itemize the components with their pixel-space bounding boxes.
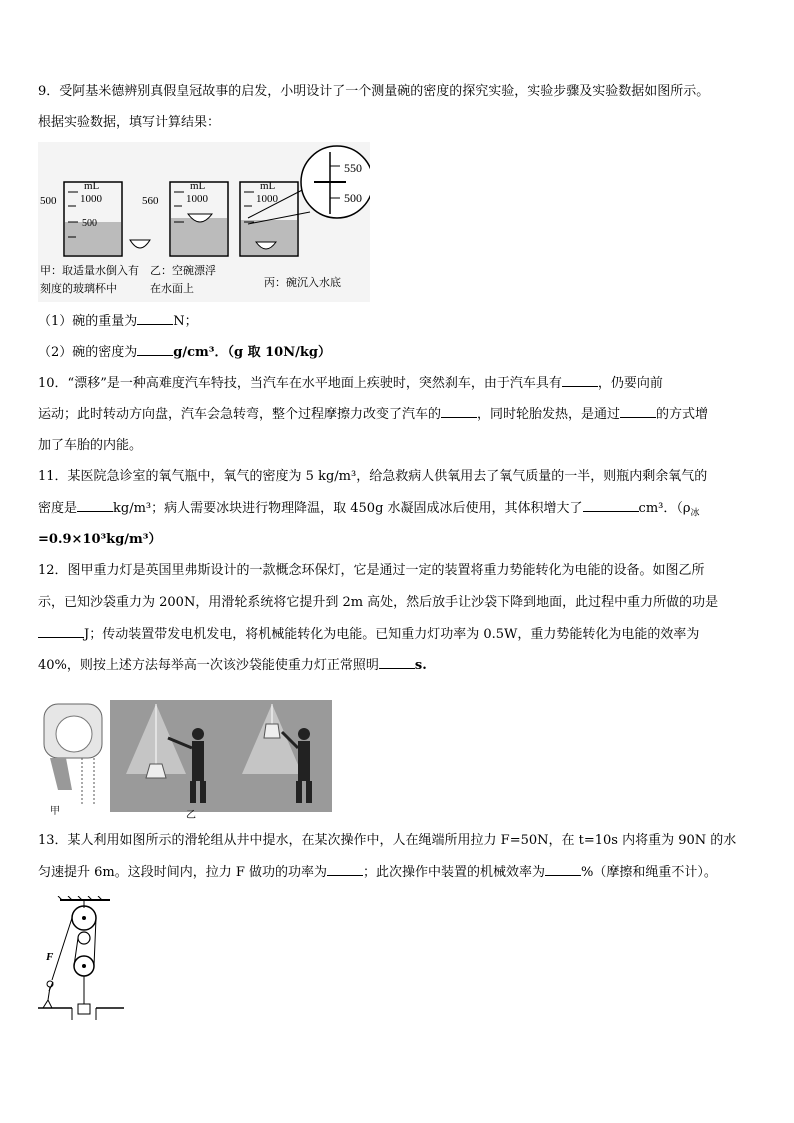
q9-sub1: （1）碗的重量为 N；	[38, 306, 758, 337]
answer-blank[interactable]	[77, 497, 113, 512]
answer-blank[interactable]	[137, 341, 173, 356]
lamp-illustration	[44, 704, 102, 817]
answer-blank[interactable]	[327, 861, 363, 876]
answer-blank[interactable]	[545, 861, 581, 876]
q9-line1: 9．受阿基米德辨别真假皇冠故事的启发，小明设计了一个测量碗的密度的探究实验，实验步骤及实验数据如图所示。	[38, 84, 710, 99]
answer-blank[interactable]	[38, 623, 84, 638]
caption-b-line2: 在水面上	[150, 282, 194, 295]
zoom-upper: 550	[344, 161, 362, 175]
water-bucket	[78, 1004, 90, 1014]
answer-blank[interactable]	[583, 497, 639, 512]
q12-line3: J；传动装置带发电机发电，将机械能转化为电能。已知重力灯功率为 0.5W，重力势能转化为电能的效率为	[38, 619, 758, 650]
q12-gravity-lamp-figure	[38, 694, 334, 820]
caption-b-line1: 乙：空碗漂浮	[150, 264, 216, 277]
beaker-a-mid: 500	[82, 218, 97, 229]
fig-label-a: 甲	[50, 806, 60, 817]
q13-line2: 匀速提升 6m。这段时间内，拉力 F 做功的功率为 ；此次操作中装置的机械效率为 %（摩擦和绳重不计）。	[38, 857, 758, 888]
beaker-a-level: 500	[40, 195, 57, 207]
answer-blank[interactable]	[137, 310, 173, 325]
caption-a-line1: 甲：取适量水倒入有	[40, 264, 139, 277]
q9-line2: 根据实验数据，填写计算结果：	[38, 115, 221, 130]
beaker-b-unit: mL	[190, 180, 206, 192]
beaker-c-unit: mL	[260, 180, 276, 192]
q10-line1: 10．“漂移”是一种高难度汽车特技，当汽车在水平地面上疾驶时，突然刹车，由于汽车具有 ，仍要向前	[38, 368, 758, 399]
answer-blank[interactable]	[620, 403, 656, 418]
q11-line3: =0.9×10³kg/m³）	[38, 532, 162, 547]
q11-line2: 密度是 kg/m³；病人需要冰块进行物理降温，取 450g 水凝固成冰后使用，其体积增大了 cm³．（$\rho_冰$	[38, 493, 758, 524]
answer-blank[interactable]	[379, 654, 415, 669]
beaker-b-top: 1000	[186, 193, 208, 205]
q12-line2: 示，已知沙袋重力为 200N，用滑轮系统将它提升到 2m 高处，然后放手让沙袋下降到地面，此过程中重力所做的功是	[38, 595, 719, 610]
q9-beaker-figure	[38, 142, 370, 302]
q12-line1: 12．图甲重力灯是英国里弗斯设计的一款概念环保灯，它是通过一定的装置将重力势能转化为电能的设备。如图乙所	[38, 563, 705, 578]
fig-label-b: 乙	[186, 810, 196, 820]
q13-pulley-figure	[38, 896, 128, 1022]
force-label: F	[46, 951, 54, 963]
q10-line3: 加了车胎的内能。	[38, 438, 143, 453]
beaker-a-unit: mL	[84, 180, 100, 192]
beaker-c-top: 1000	[256, 193, 278, 205]
zoom-lower: 500	[344, 191, 362, 205]
q10-line2: 运动；此时转动方向盘，汽车会急转弯，整个过程摩擦力改变了汽车的 ，同时轮胎发热，是通过 的方式增	[38, 399, 758, 430]
q12-line4: 40%，则按上述方法每举高一次该沙袋能使重力灯正常照明 s.	[38, 650, 758, 681]
lamp-scene	[110, 700, 332, 820]
beaker-a-top: 1000	[80, 193, 102, 205]
beaker-b-level: 560	[142, 195, 159, 207]
answer-blank[interactable]	[441, 403, 477, 418]
answer-blank[interactable]	[562, 372, 598, 387]
caption-c: 丙：碗沉入水底	[264, 276, 341, 289]
caption-a-line2: 刻度的玻璃杯中	[40, 282, 117, 295]
q9-sub2: （2）碗的密度为 g/cm³．（g 取 10N/kg）	[38, 337, 758, 368]
q11-line1: 11．某医院急诊室的氧气瓶中，氧气的密度为 5 kg/m³，给急救病人供氧用去了氧气质量的一半，则瓶内剩余氧气的	[38, 469, 708, 484]
q13-line1: 13．某人利用如图所示的滑轮组从井中提水，在某次操作中，人在绳端所用拉力 F=50N，在 t=10s 内将重为 90N 的水	[38, 833, 737, 848]
